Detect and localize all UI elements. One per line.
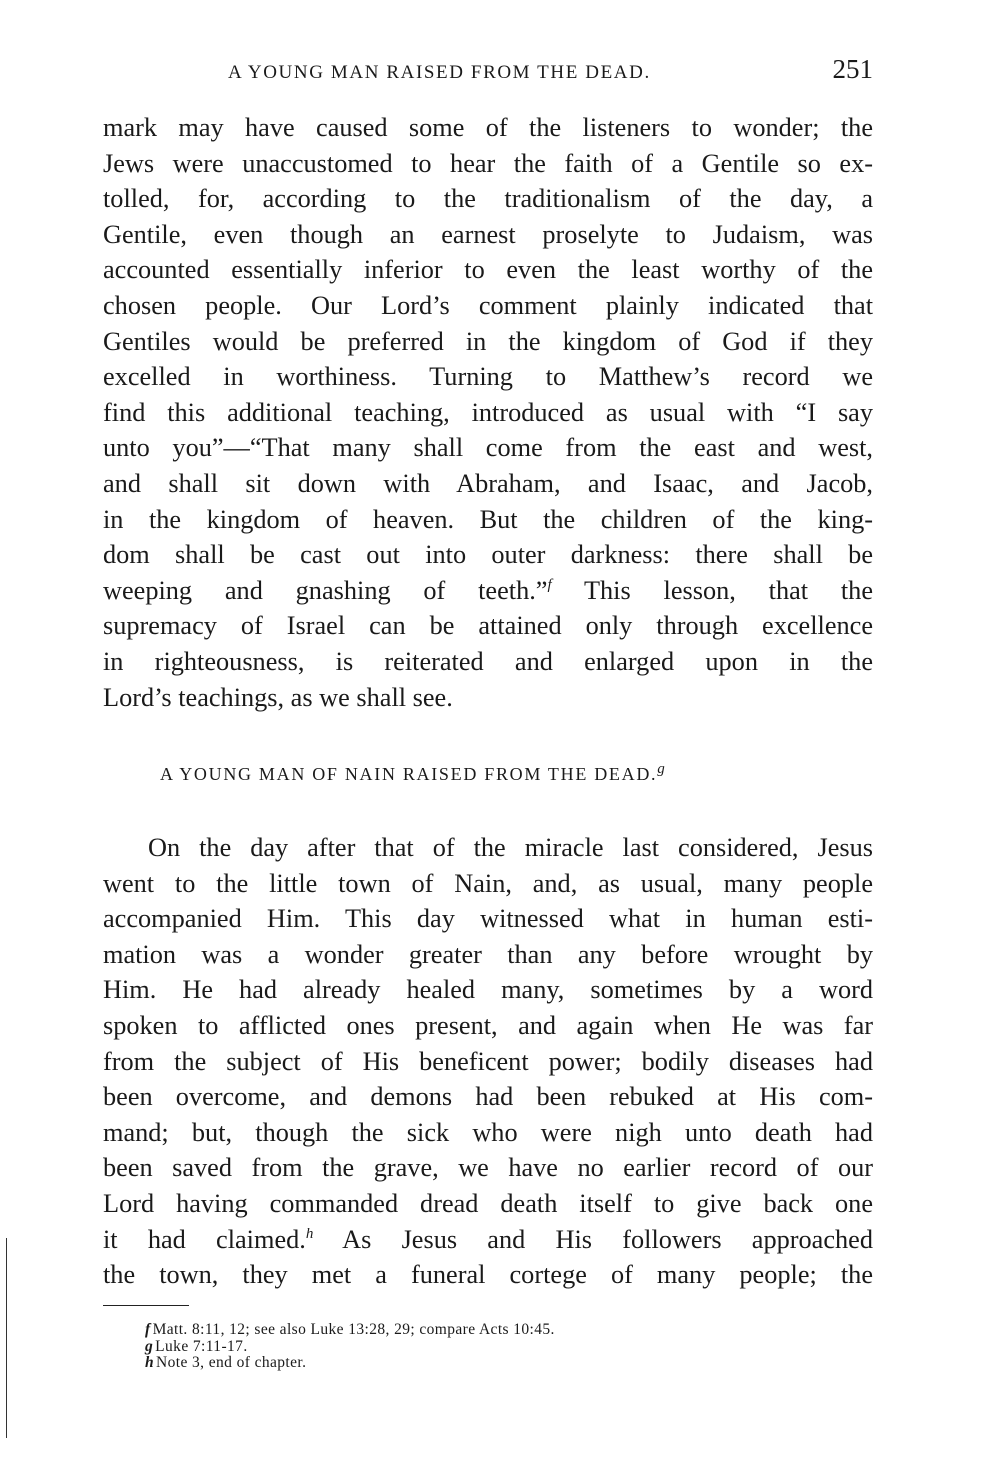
text-line: mation was a wonder greater than any before wrought by xyxy=(103,939,873,969)
text-line: in righteousness, is reiterated and enlarged upon in the xyxy=(103,646,873,676)
paragraph-1 xyxy=(103,110,873,715)
text-line: Gentiles would be preferred in the kingdom of God if they xyxy=(103,326,873,356)
text-line: Lord’s teachings, as we shall see. xyxy=(103,682,453,712)
scan-margin-line xyxy=(6,1238,7,1438)
running-title: A YOUNG MAN RAISED FROM THE DEAD. xyxy=(228,62,651,83)
text-line: dom shall be cast out into outer darkness: there shall be xyxy=(103,540,873,570)
footnote-ref-h: h xyxy=(305,1225,314,1242)
footnote-ref-f: f xyxy=(547,576,552,593)
text-line-with-footnote xyxy=(103,573,873,609)
footnote-mark: h xyxy=(145,1354,155,1371)
text-line-with-footnote xyxy=(103,1222,873,1258)
footnotes xyxy=(145,1322,555,1372)
text-line: unto you”—“That many shall come from the east and west, xyxy=(103,433,873,463)
footnote-g xyxy=(145,1339,555,1356)
footnote-f xyxy=(145,1322,555,1339)
running-head xyxy=(103,54,873,94)
text-line: the town, they met a funeral cortege of many people; the xyxy=(103,1260,873,1290)
text-segment: weeping and gnashing of teeth.” xyxy=(103,575,548,605)
text-segment: As Jesus and His followers approached xyxy=(313,1224,873,1254)
text-segment: This lesson, that the xyxy=(551,575,873,605)
text-line: been saved from the grave, we have no earlier record of our xyxy=(103,1153,873,1183)
text-line: and shall sit down with Abraham, and Isaac, and Jacob, xyxy=(103,468,873,498)
footnote-text: Matt. 8:11, 12; see also Luke 13:28, 29; compare Acts 10:45. xyxy=(152,1321,555,1338)
footnote-text: Luke 7:11-17. xyxy=(155,1337,248,1355)
text-line: went to the little town of Nain, and, as usual, many people xyxy=(103,868,873,898)
text-line: spoken to afflicted ones present, and again when He was far xyxy=(103,1010,873,1040)
text-line: tolled, for, according to the traditionalism of the day, a xyxy=(103,184,873,214)
footnote-ref-g: g xyxy=(657,761,667,777)
footnote-mark: f xyxy=(145,1321,151,1338)
text-line: in the kingdom of heaven. But the children of the king- xyxy=(103,504,873,534)
text-line: been overcome, and demons had been rebuked at His com- xyxy=(103,1082,873,1112)
text-line: Him. He had already healed many, sometimes by a word xyxy=(103,975,873,1005)
footnote-h xyxy=(145,1355,555,1372)
text-line: Gentile, even though an earnest proselyte to Judaism, was xyxy=(103,219,873,249)
text-line: Lord having commanded dread death itself to give back one xyxy=(103,1188,873,1218)
text-line: mand; but, though the sick who were nigh unto death had xyxy=(103,1117,873,1147)
text-line: accounted essentially inferior to even the least worthy of the xyxy=(103,255,873,285)
text-line: chosen people. Our Lord’s comment plainly indicated that xyxy=(103,290,873,320)
section-heading xyxy=(160,761,667,785)
text-line: mark may have caused some of the listeners to wonder; the xyxy=(103,113,873,142)
text-line: supremacy of Israel can be attained only through excellence xyxy=(103,611,873,641)
text-line: excelled in worthiness. Turning to Matthew’s record we xyxy=(103,362,873,392)
footnote-mark: g xyxy=(145,1337,154,1355)
page-number: 251 xyxy=(832,54,873,84)
section-heading-text: A YOUNG MAN OF NAIN RAISED FROM THE DEAD. xyxy=(160,764,658,784)
text-line: accompanied Him. This day witnessed what in human esti- xyxy=(103,904,873,934)
text-line: from the subject of His beneficent power; bodily diseases had xyxy=(103,1046,873,1076)
footnote-text: Note 3, end of chapter. xyxy=(156,1354,307,1371)
text-segment: it had claimed. xyxy=(103,1224,306,1254)
text-line: Jews were unaccustomed to hear the faith of a Gentile so ex- xyxy=(103,148,873,178)
text-line: On the day after that of the miracle last considered, Jesus xyxy=(148,833,873,862)
paragraph-2 xyxy=(103,830,873,1293)
text-line: find this additional teaching, introduced as usual with “I say xyxy=(103,397,873,427)
footnote-divider xyxy=(103,1305,189,1306)
